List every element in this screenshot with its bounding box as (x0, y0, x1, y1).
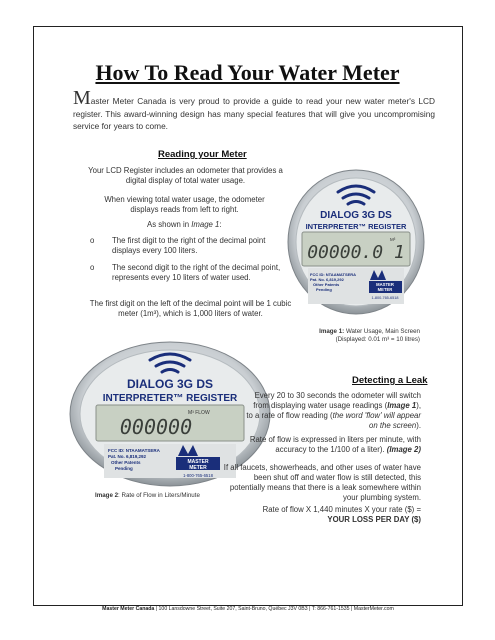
page-footer (33, 606, 463, 612)
meter1-fcc-1: FCC ID: NTAAMATSERA (310, 272, 357, 277)
svg-text:MASTER: MASTER (376, 282, 394, 287)
footer-address: | 100 Lansdowne Street, Suite 207, Saint-Bruno, Québec J3V 0B3 | T: 866-761-1535 | MasterMeter.com (154, 606, 394, 612)
leak-p3: If all faucets, showerheads, and other uses of water have been shut off and water flow is still detected, this potentially means that there is a leak somewhere within your plumbing system. (223, 463, 421, 502)
meter1-lcd-unit: M³ (390, 237, 396, 242)
reading-bullet1: The first digit to the right of the decimal point displays every 100 liters. (112, 236, 266, 255)
svg-text:METER: METER (377, 287, 393, 292)
reading-p2: When viewing total water usage, the odometer displays reads from left to right. (104, 195, 265, 214)
meter2-lcd-reading: 000000 (119, 415, 193, 439)
footer-company: Master Meter Canada (102, 606, 155, 612)
reading-heading: Reading your Meter (158, 149, 247, 160)
image1-ref-leak: Image 1 (387, 401, 417, 410)
meter2-fcc-4: Pending (115, 466, 133, 471)
page-title: How To Read Your Water Meter (95, 60, 400, 85)
svg-text:MASTER: MASTER (187, 459, 209, 465)
intro-line1: aster Meter Canada is very proud to provide a guide to read your new water meter's LCD (90, 96, 435, 106)
svg-text:METER: METER (189, 465, 207, 471)
reading-p4: The first digit on the left of the decimal point will be 1 cubic meter (1m³), which is 1,000 liters of water. (89, 299, 292, 318)
meter1-fcc-4: Pending (316, 287, 332, 292)
image1-ref: Image 1 (191, 220, 220, 229)
leak-p2: Rate of flow is expressed in liters per minute, with accuracy to the 1/100 of a liter). (Image 2) (249, 435, 421, 454)
image1-caption: Image 1: Water Usage, Main Screen (Displayed: 0.01 m³ = 10 litres) (319, 328, 420, 343)
meter1-brand-line2: INTERPRETER™ REGISTER (305, 222, 407, 231)
meter1-fcc-3: Other Patents (313, 282, 340, 287)
intro-paragraph (73, 88, 435, 132)
leak-p1: Every 20 to 30 seconds the odometer will switch from displaying water usage readings (Image 1), to a rate of flow reading (the word 'flow' will appear on the screen). (246, 391, 421, 430)
meter2-brand-line1: DIALOG 3G DS (126, 377, 214, 391)
meter2-lcd-unit: M³ FLOW (188, 410, 210, 416)
leak-p4: Rate of flow X 1,440 minutes X your rate ($) = YOUR LOSS PER DAY ($) (262, 505, 421, 524)
svg-text:1-800-765-6518: 1-800-765-6518 (371, 296, 399, 300)
reading-p3: As shown in Image 1: (147, 220, 222, 229)
meter1-brand-line1: DIALOG 3G DS (320, 210, 392, 221)
meter2-fcc-2: Pat. No. 6,819,292 (108, 454, 147, 459)
image2-caption: Image 2: Rate of Flow in Liters/Minute (95, 492, 200, 499)
meter1-fcc-2: Pat. No. 6,819,292 (310, 277, 344, 282)
intro-rest: register. This award-winning design has many special features that will give you uncompromising service for years to come. (73, 109, 435, 131)
meter-image-1 (286, 168, 426, 318)
bullet-marker-2: o (90, 263, 95, 272)
intro-drop-letter: M (73, 87, 91, 109)
meter1-lcd-reading: 00000.0 1 (307, 242, 405, 263)
meter2-fcc-1: FCC ID: NTAAMATSERA (108, 448, 160, 453)
meter2-fcc-3: Other Patents (111, 460, 141, 465)
meter2-brand-line2: INTERPRETER™ REGISTER (102, 393, 238, 404)
reading-p1: Your LCD Register includes an odometer that provides a digital display of total water usage. (88, 166, 283, 185)
svg-text:1-800-765-6518: 1-800-765-6518 (183, 473, 213, 478)
reading-bullet2: The second digit to the right of the decimal point, represents every 10 liters of water used. (112, 263, 281, 282)
leak-heading: Detecting a Leak (352, 375, 428, 386)
bullet-marker-1: o (90, 236, 95, 245)
image2-ref-leak: (Image 2) (386, 445, 421, 454)
